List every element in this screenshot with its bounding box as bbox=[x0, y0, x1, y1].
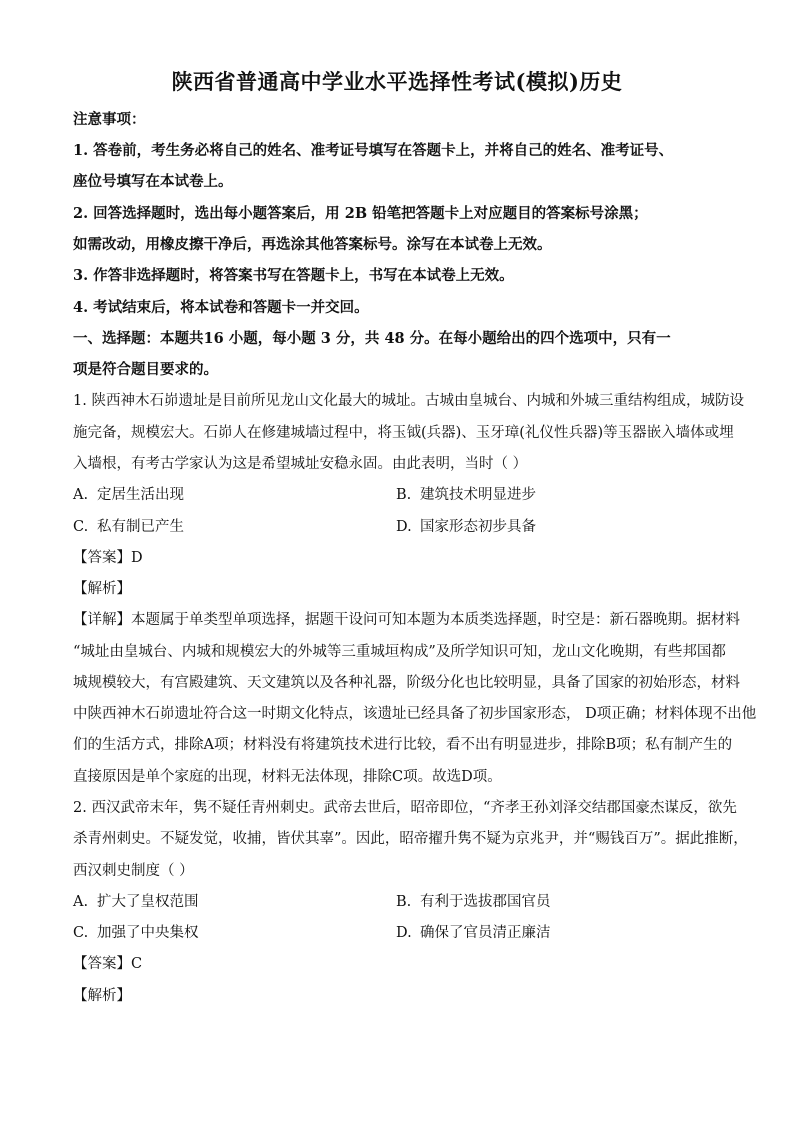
q2-option-a: A. 扩大了皇权范围 bbox=[73, 894, 199, 910]
notice-line-2: 座位号填写在本试卷上。 bbox=[73, 173, 233, 190]
q1-detail-line-4: 中陕西神木石峁遗址符合这一时期文化特点，该遗址已经具备了初步国家形态， D项正确；材料体现不出他 bbox=[73, 706, 757, 722]
q1-detail-line-6: 直接原因是单个家庭的出现，材料无法体现，排除C项。故选D项。 bbox=[73, 769, 502, 785]
q1-analysis-label: 【解析】 bbox=[73, 581, 131, 597]
notice-line-6: 4. 考试结束后，将本试卷和答题卡一并交回。 bbox=[73, 299, 369, 316]
q1-option-d: D. 国家形态初步具备 bbox=[396, 519, 536, 535]
q2-option-b: B. 有利于选拔郡国官员 bbox=[396, 894, 551, 910]
q2-option-c: C. 加强了中央集权 bbox=[73, 925, 199, 941]
q1-option-c: C. 私有制已产生 bbox=[73, 519, 184, 535]
q2-analysis-label: 【解析】 bbox=[73, 988, 131, 1004]
q1-detail-line-3: 城规模较大，有宫殿建筑、天文建筑以及各种礼器，阶级分化也比较明显，具备了国家的初始形态，材料 bbox=[73, 675, 740, 691]
q1-option-b: B. 建筑技术明显进步 bbox=[396, 487, 536, 503]
q1-answer: 【答案】D bbox=[73, 550, 143, 566]
page-title: 陕西省普通高中学业水平选择性考试(模拟)历史 bbox=[171, 69, 623, 94]
q2-stem-line-2: 杀青州刺史。不疑发觉，收捕，皆伏其辜”。因此，昭帝擢升隽不疑为京兆尹，并“赐钱百万”。据此推断， bbox=[73, 831, 748, 847]
notice-heading: 注意事项： bbox=[73, 111, 146, 128]
q2-option-d: D. 确保了官员清正廉洁 bbox=[396, 925, 551, 941]
q1-stem-line-1: 1. 陕西神木石峁遗址是目前所见龙山文化最大的城址。古城由皇城台、内城和外城三重结构组成，城防设 bbox=[73, 393, 744, 409]
notice-line-4: 如需改动，用橡皮擦干净后，再选涂其他答案标号。涂写在本试卷上无效。 bbox=[73, 236, 552, 253]
notice-line-1: 1. 答卷前，考生务必将自己的姓名、准考证号填写在答题卡上，并将自己的姓名、准考证号、 bbox=[73, 142, 674, 159]
q2-stem-line-1: 2. 西汉武帝末年，隽不疑任青州刺史。武帝去世后，昭帝即位，“齐孝王孙刘泽交结郡国豪杰谋反，欲先 bbox=[73, 800, 737, 816]
section-heading-line-2: 项是符合题目要求的。 bbox=[73, 361, 218, 378]
q1-stem-line-3: 入墙根，有考古学家认为这是希望城址安稳永固。由此表明，当时（ ） bbox=[73, 456, 528, 472]
q1-detail-line-1: 【详解】本题属于单类型单项选择，据题干设问可知本题为本质类选择题，时空是：新石器晚期。据材料 bbox=[73, 612, 740, 628]
q1-detail-line-2: “城址由皇城台、内城和规模宏大的外城等三重城垣构成”及所学知识可知，龙山文化晚期，有些邦国都 bbox=[73, 644, 726, 660]
notice-line-5: 3. 作答非选择题时，将答案书写在答题卡上，书写在本试卷上无效。 bbox=[73, 267, 514, 284]
section-heading-line-1: 一、选择题：本题共16 小题，每小题 3 分，共 48 分。在每小题给出的四个选项中，只有一 bbox=[73, 330, 671, 347]
q1-option-a: A. 定居生活出现 bbox=[73, 487, 184, 503]
q1-detail-line-5: 们的生活方式，排除A项；材料没有将建筑技术进行比较，看不出有明显进步，排除B项；私有制产生的 bbox=[73, 737, 733, 753]
q2-answer: 【答案】C bbox=[73, 956, 143, 972]
notice-line-3: 2. 回答选择题时，选出每小题答案后，用 2B 铅笔把答题卡上对应题目的答案标号涂黑； bbox=[73, 205, 648, 222]
q1-stem-line-2: 施完备，规模宏大。石峁人在修建城墙过程中，将玉钺(兵器)、玉牙璋(礼仪性兵器)等玉器嵌入墙体或埋 bbox=[73, 425, 734, 441]
q2-stem-line-3: 西汉刺史制度（ ） bbox=[73, 863, 194, 879]
